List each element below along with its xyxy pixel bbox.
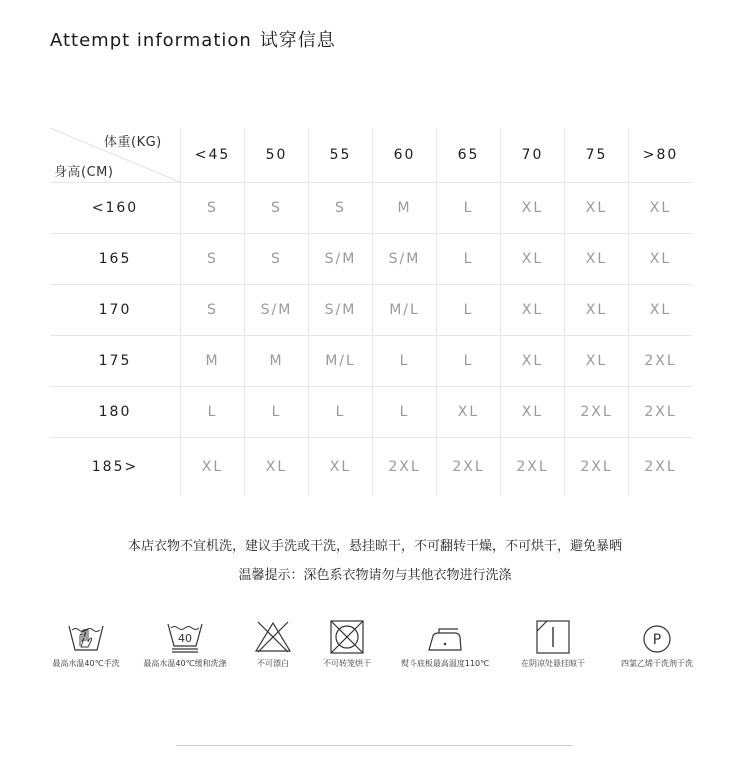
height-cell: 165 <box>50 234 181 285</box>
size-cell: L <box>437 285 501 336</box>
size-cell: S <box>245 183 309 234</box>
table-corner-cell <box>50 128 181 183</box>
table-row <box>50 234 692 285</box>
care-item-iron <box>385 620 505 669</box>
size-cell: XL <box>629 285 693 336</box>
dry-clean-letter: P <box>652 632 662 648</box>
size-cell: L <box>309 387 373 438</box>
size-cell: XL <box>501 387 565 438</box>
size-cell: S/M <box>309 285 373 336</box>
size-cell: M/L <box>373 285 437 336</box>
size-chart-table <box>50 128 692 496</box>
hand-wash-icon <box>66 620 106 654</box>
dry-clean-p-icon <box>637 620 677 654</box>
size-cell: S/M <box>309 234 373 285</box>
line-dry-shade-icon <box>533 620 573 654</box>
size-cell: L <box>437 336 501 387</box>
care-label: 不可转笼烘干 <box>323 659 371 668</box>
size-cell: 2XL <box>565 438 629 497</box>
table-row <box>50 336 692 387</box>
iron-110-icon <box>425 620 465 654</box>
size-cell: M <box>181 336 245 387</box>
height-cell: <160 <box>50 183 181 234</box>
size-cell: 2XL <box>629 336 693 387</box>
care-label: 熨斗底板最高温度110℃ <box>400 659 490 668</box>
size-cell: XL <box>501 336 565 387</box>
size-cell: L <box>373 387 437 438</box>
size-cell: XL <box>501 183 565 234</box>
weight-header: 65 <box>437 128 501 183</box>
title-chinese: 试穿信息 <box>259 30 336 51</box>
size-cell: XL <box>181 438 245 497</box>
weight-header: >80 <box>629 128 693 183</box>
size-cell: XL <box>501 234 565 285</box>
table-row <box>50 387 692 438</box>
size-cell: S <box>181 234 245 285</box>
care-label: 最高水温40℃手洗 <box>52 659 120 668</box>
table-row <box>50 285 692 336</box>
care-label: 不可漂白 <box>257 659 289 668</box>
care-icons-row <box>0 620 750 680</box>
size-cell: XL <box>565 183 629 234</box>
size-cell: XL <box>245 438 309 497</box>
size-cell: XL <box>565 285 629 336</box>
size-cell: XL <box>501 285 565 336</box>
height-cell: 185> <box>50 438 181 497</box>
care-item-line-dry <box>493 620 613 669</box>
size-cell: 2XL <box>373 438 437 497</box>
weight-header: <45 <box>181 128 245 183</box>
no-tumble-dry-icon <box>327 620 367 654</box>
care-item-dry-clean <box>597 620 717 669</box>
size-cell: S/M <box>245 285 309 336</box>
size-cell: 2XL <box>437 438 501 497</box>
care-label: 四氯乙烯干洗剂干洗 <box>621 659 693 668</box>
size-cell: XL <box>629 234 693 285</box>
size-cell: M/L <box>309 336 373 387</box>
size-cell: M <box>245 336 309 387</box>
weight-header: 75 <box>565 128 629 183</box>
size-cell: 2XL <box>501 438 565 497</box>
title-english: Attempt information <box>50 30 252 51</box>
table-row <box>50 183 692 234</box>
height-axis-label: 身高(CM) <box>54 165 114 180</box>
care-instructions-text: 本店衣物不宜机洗，建议手洗或干洗，悬挂晾干，不可翻转干燥，不可烘干，避免暴晒 <box>127 539 622 554</box>
weight-header-row <box>50 128 692 183</box>
size-cell: L <box>437 234 501 285</box>
size-cell: S <box>181 183 245 234</box>
bottom-divider <box>176 745 573 746</box>
wash-temperature-text: 40 <box>178 632 192 645</box>
care-label: 最高水温40℃缓和洗涤 <box>143 659 227 668</box>
size-cell: L <box>181 387 245 438</box>
size-cell: XL <box>629 183 693 234</box>
size-cell: 2XL <box>629 387 693 438</box>
height-cell: 175 <box>50 336 181 387</box>
height-cell: 180 <box>50 387 181 438</box>
size-cell: S <box>245 234 309 285</box>
weight-header: 60 <box>373 128 437 183</box>
size-cell: M <box>373 183 437 234</box>
size-cell: S/M <box>373 234 437 285</box>
size-cell: L <box>373 336 437 387</box>
size-cell: L <box>437 183 501 234</box>
size-cell: 2XL <box>565 387 629 438</box>
page-title <box>50 26 336 52</box>
table-row <box>50 438 692 497</box>
size-cell: S <box>181 285 245 336</box>
size-cell: XL <box>565 234 629 285</box>
size-cell: XL <box>565 336 629 387</box>
weight-header: 55 <box>309 128 373 183</box>
care-tip-text: 温馨提示：深色系衣物请勿与其他衣物进行洗涤 <box>238 568 512 583</box>
weight-header: 50 <box>245 128 309 183</box>
size-cell: L <box>245 387 309 438</box>
size-cell: 2XL <box>644 459 677 475</box>
size-cell: XL <box>309 438 373 497</box>
size-cell: XL <box>437 387 501 438</box>
weight-axis-label: 体重(KG) <box>104 135 162 150</box>
height-cell: 170 <box>50 285 181 336</box>
gentle-wash-40-icon <box>165 620 205 654</box>
weight-header: 70 <box>501 128 565 183</box>
size-cell: S <box>309 183 373 234</box>
care-label: 在阴凉处悬挂晾干 <box>521 659 585 668</box>
